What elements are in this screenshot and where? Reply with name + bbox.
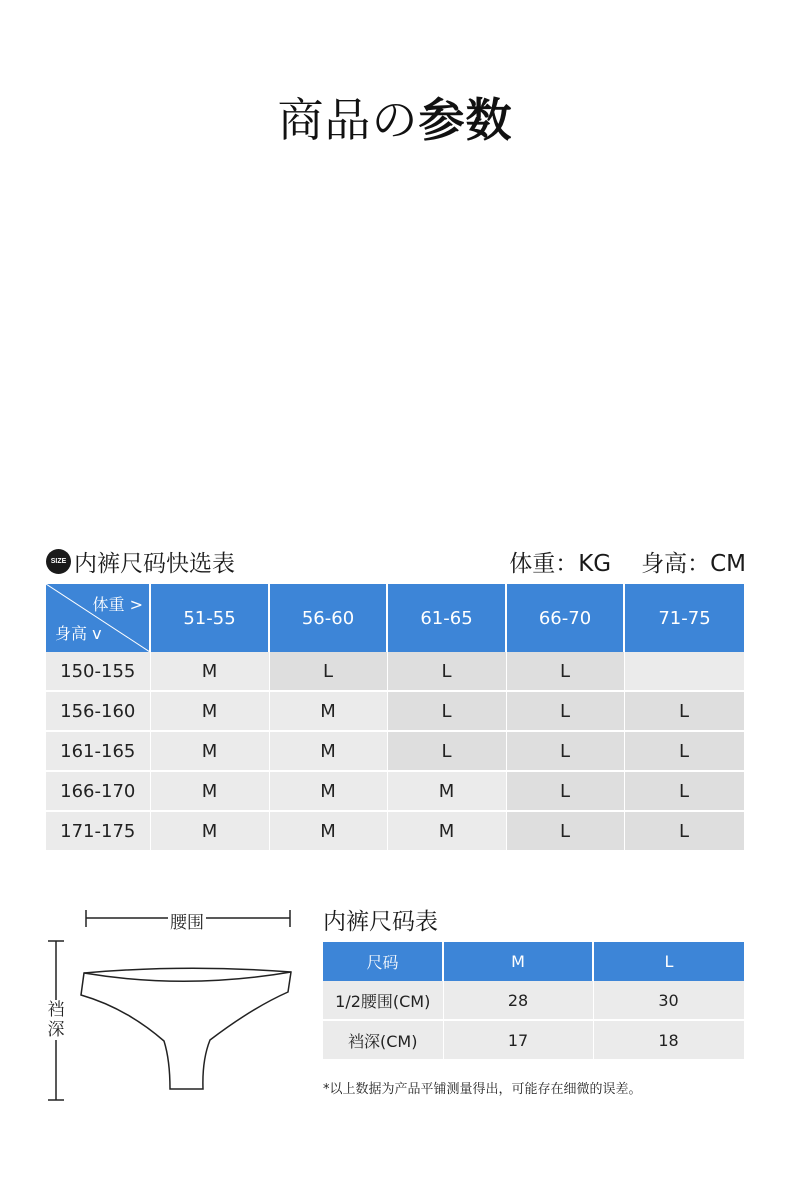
table-row bbox=[46, 691, 744, 731]
size-cell: L bbox=[506, 731, 624, 771]
size-cell: L bbox=[624, 691, 744, 731]
table-row bbox=[46, 771, 744, 811]
size-cell: M bbox=[387, 811, 506, 851]
table-row bbox=[46, 811, 744, 851]
table-row bbox=[323, 981, 744, 1020]
corner-cell bbox=[46, 584, 150, 652]
unit-height: 身高：CM bbox=[641, 551, 746, 577]
size-cell: M bbox=[387, 771, 506, 811]
measurement-label: 裆深(CM) bbox=[323, 1020, 443, 1060]
size-column-header: M bbox=[443, 942, 593, 981]
measurement-label: 1/2腰围(CM) bbox=[323, 981, 443, 1020]
weight-column-header: 66-70 bbox=[506, 584, 624, 652]
size-cell: M bbox=[150, 731, 269, 771]
size-icon: SIZE bbox=[46, 549, 71, 574]
size-cell: M bbox=[150, 691, 269, 731]
size-cell: L bbox=[624, 811, 744, 851]
table-row bbox=[46, 731, 744, 771]
size-cell: L bbox=[506, 811, 624, 851]
page-title-bold: 参数 bbox=[418, 93, 513, 147]
rise-label: 裆深 bbox=[47, 1000, 65, 1040]
weight-column-header: 51-55 bbox=[150, 584, 269, 652]
size-column-header: 尺码 bbox=[323, 942, 443, 981]
height-row-header: 161-165 bbox=[46, 731, 150, 771]
waist-label: 腰围 bbox=[168, 908, 206, 933]
weight-column-header: 56-60 bbox=[269, 584, 387, 652]
size-cell: L bbox=[387, 652, 506, 691]
underwear-diagram bbox=[44, 900, 304, 1110]
corner-weight-label: 体重 > bbox=[92, 595, 143, 614]
quick-size-title: 内裤尺码快选表 bbox=[74, 551, 235, 577]
size-table-header-row bbox=[323, 942, 744, 981]
measurement-value: 30 bbox=[593, 981, 744, 1020]
height-row-header: 171-175 bbox=[46, 811, 150, 851]
height-row-header: 156-160 bbox=[46, 691, 150, 731]
size-cell: M bbox=[269, 731, 387, 771]
measurement-value: 18 bbox=[593, 1020, 744, 1060]
measurement-value: 17 bbox=[443, 1020, 593, 1060]
size-cell: M bbox=[150, 652, 269, 691]
quick-size-table bbox=[46, 584, 745, 852]
page-title-normal: 商品の bbox=[277, 93, 419, 147]
unit-weight: 体重：KG bbox=[509, 551, 612, 577]
measurement-note: *以上数据为产品平铺测量得出，可能存在细微的误差。 bbox=[323, 1082, 642, 1097]
size-table-title: 内裤尺码表 bbox=[323, 909, 438, 935]
table-row bbox=[46, 652, 744, 691]
quick-size-header-row bbox=[46, 584, 744, 652]
size-cell: L bbox=[269, 652, 387, 691]
size-column-header: L bbox=[593, 942, 744, 981]
size-cell: M bbox=[269, 811, 387, 851]
size-cell bbox=[624, 652, 744, 691]
measurement-value: 28 bbox=[443, 981, 593, 1020]
size-cell: M bbox=[269, 771, 387, 811]
size-cell: M bbox=[150, 771, 269, 811]
size-cell: L bbox=[387, 691, 506, 731]
size-cell: M bbox=[269, 691, 387, 731]
corner-height-label: 身高 v bbox=[55, 624, 102, 643]
units bbox=[509, 545, 746, 578]
size-cell: L bbox=[387, 731, 506, 771]
size-cell: L bbox=[506, 691, 624, 731]
weight-column-header: 71-75 bbox=[624, 584, 744, 652]
height-row-header: 166-170 bbox=[46, 771, 150, 811]
size-table bbox=[323, 942, 745, 1061]
size-cell: L bbox=[506, 771, 624, 811]
size-cell: L bbox=[624, 731, 744, 771]
size-cell: L bbox=[506, 652, 624, 691]
weight-column-header: 61-65 bbox=[387, 584, 506, 652]
quick-size-header bbox=[46, 543, 746, 579]
page-title bbox=[0, 84, 790, 150]
height-row-header: 150-155 bbox=[46, 652, 150, 691]
table-row bbox=[323, 1020, 744, 1060]
size-cell: L bbox=[624, 771, 744, 811]
size-cell: M bbox=[150, 811, 269, 851]
